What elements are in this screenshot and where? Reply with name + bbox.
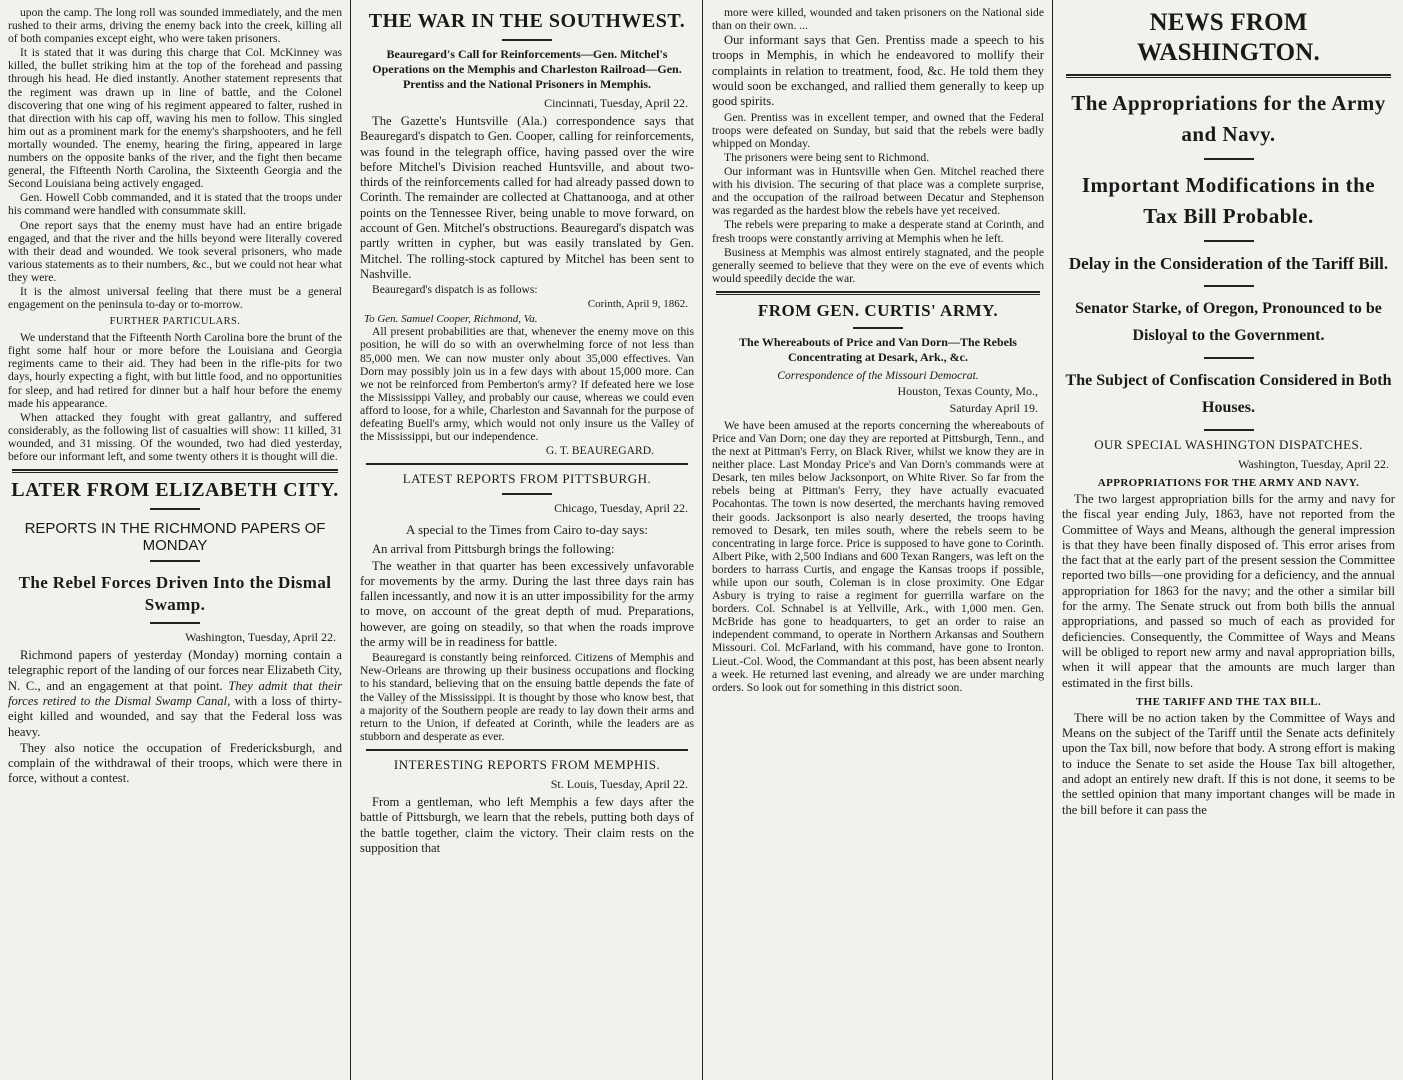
dateline: Houston, Texas County, Mo., (897, 383, 1038, 398)
headline-tariff-delay: Delay in the Consideration of the Tariff Bill. (1068, 254, 1389, 273)
dispatch-address: To Gen. Samuel Cooper, Richmond, Va. (364, 313, 538, 326)
article-paragraph: Business at Memphis was almost entirely stagnated, and the people generally seemed to believe that they were on the eve of events which would speedily decide the war. (712, 245, 1044, 285)
article-paragraph: Beauregard's dispatch is as follows: (372, 283, 538, 297)
dateline: St. Louis, Tuesday, April 22. (550, 776, 688, 791)
headline-news-from-washington: NEWS FROM WASHINGTON. (1136, 9, 1321, 66)
correspondence-line: Correspondence of the Missouri Democrat. (777, 368, 979, 382)
article-paragraph: All present probabilities are that, whenever the enemy move on this position, he will do so with an overwhelming force of not less than 85,000 men. We can now muster only about 35,000 effectives. Van Dorn may possibly join us in a few days with about 15,000 more. Can we not be reinforced from Pemberton's army? If defeated here we lose the Mississippi Valley, and probably our cause, whereas we could even afford to loose, for a while, Charleston and Savannah for the purpose of defeating Buell's army, which would not only insure us the Valley of the Mississippi, but our independence. (360, 325, 694, 444)
article-paragraph: The rebels were preparing to make a desperate stand at Corinth, and fresh troops were constantly arriving at Memphis when he left. (712, 218, 1044, 245)
subheading-tariff-tax-bill: THE TARIFF AND THE TAX BILL. (1135, 695, 1322, 708)
column-3 (704, 0, 1052, 1080)
special-line: A special to the Times from Cairo to-day says: (406, 522, 648, 538)
article-paragraph (8, 648, 342, 740)
article-paragraph: It is stated that it was during this charge that Col. McKinney was killed, the bullet striking him at the top of the forehead and passing through his head. He died instantly. Another statement represents that the regiment was drawn up in line of battle, and the Colonel discovering that one wing of his regiment appeared to falter, rushed in that direction with his cap off, waving his men to follow. This singled him out as a prominent mark for the enemy's sharpshooters, and he fell mortally wounded. The enemy, hearing the firing, appeared in large numbers on the opposite banks of the river, and the fight then became general, the Fifteenth North Carolina, the Sixteenth Georgia and the Second Louisiana being actively engaged. (8, 46, 342, 191)
divider (1204, 285, 1254, 287)
article-paragraph: upon the camp. The long roll was sounded immediately, and the men rushed to their arms, driving the enemy back into the creek, killing all of both companies except eight, who were taken prisoners. (8, 6, 342, 46)
subheadline-beauregard: Beauregard's Call for Reinforcements—Gen. Mitchel's Operations on the Memphis and Charleston Railroad—Gen. Prentiss and the National Prisoners in Memphis. (372, 47, 682, 91)
headline-senator-starke: Senator Starke, of Oregon, Pronounced to be Disloyal to the Government. (1075, 300, 1382, 344)
divider (150, 622, 200, 624)
article-paragraph: Gen. Howell Cobb commanded, and it is stated that the troops under his command were handled with consummate skill. (8, 191, 342, 218)
headline-special-dispatches: OUR SPECIAL WASHINGTON DISPATCHES. (1094, 437, 1363, 452)
divider (502, 39, 552, 41)
column-2 (352, 0, 702, 1080)
column-rule (702, 0, 703, 1080)
headline-war-in-southwest: THE WAR IN THE SOUTHWEST. (368, 10, 686, 32)
article-paragraph: There will be no action taken by the Committee of Ways and Means on the subject of the Tariff until the Senate acts definitely upon the Tax bill, now before that body. A strong effort is making to induce the Senate to set aside the House Tax bill altogether, and adopt an entirely new draft. If this is not done, it seems to be the settled opinion that many important changes will be made in the bill before it can pass the (1062, 710, 1395, 817)
section-divider (12, 469, 338, 473)
headline-tax-bill: Important Modifications in the Tax Bill Probable. (1081, 173, 1376, 228)
dateline: Chicago, Tuesday, April 22. (554, 501, 688, 516)
article-paragraph: They also notice the occupation of Fredericksburgh, and complain of the withdrawal of their troops, which were there in force, without a contest. (8, 740, 342, 786)
headline-interesting-reports: INTERESTING REPORTS FROM MEMPHIS. (393, 756, 661, 772)
article-paragraph: We understand that the Fifteenth North Carolina bore the brunt of the fight some half hour or more before the Louisiana and Georgia regiments came to their aid. They had been in the rifle-pits for two days, hourly expecting a fight, with but little food, and no opportunities for sleep, and had retired for dinner but a half hour before the enemy made his appearance. (8, 331, 342, 410)
article-paragraph: The weather in that quarter has been excessively unfavorable for movements by the army. During the last three days rain has fallen incessantly, and now it is an utter impossibility for the army to move, on account of the great depth of mud. Preparations, however, are going on steadily, so that when the roads improve the army will be in readiness for battle. (360, 558, 694, 649)
divider (1204, 429, 1254, 431)
dateline: Washington, Tuesday, April 22. (185, 630, 336, 645)
subheadline-price-van-dorn: The Whereabouts of Price and Van Dorn—The Rebels Concentrating at Desark, Ark., &c. (739, 334, 1017, 364)
section-divider (366, 463, 688, 465)
article-paragraph: The prisoners were being sent to Richmond. (724, 150, 930, 164)
headline-later-from-elizabeth-city: LATER FROM ELIZABETH CITY. (11, 479, 339, 502)
headline-confiscation: The Subject of Confiscation Considered in Both Houses. (1065, 372, 1392, 416)
headline-rebel-forces: The Rebel Forces Driven Into the Dismal Swamp. (18, 573, 332, 615)
dateline: Washington, Tuesday, April 22. (1238, 457, 1389, 471)
article-paragraph: We have been amused at the reports concerning the whereabouts of Price and Van Dorn; one day they are reported at Pittsburgh, Tenn., and the next at Pittman's Ferry, on Black River, whilst we know they are in neither place. Last Monday Price's and Van Dorn's commands were at Desark, ten miles below Jacksonport, on White River. So far from the rebels being at Pittman's Ferry, they have actually evacuated Pocahontas. The town is now deserted, the merchants having removed their goods. Jacksonport is also nearly deserted, the troops having removed to Desark, ten miles south, where the rebels seem to be concentrating in large force. Price is supposed to have gone to Corinth. Albert Pike, with 2,500 Indians and 600 Texan Rangers, was left on the borders to harrass Curtis, and engage the Kansas troops if possible, while upon our south, Coleman is in close proximity. One Edgar Asbury is trying to raise a regiment for guerrilla warfare on the borders. Col. Schnabel is at Yellville, Ark., with 1,000 men. Gen. McBride has gone to headquarters, to get an order to raise an independent command, to operate in Northern Arkansas and Southern Missouri. Col. McFarland, with his command, have gone to Ironton. Lieut.-Col. Wood, the Commandant at this post, has been absent nearly a week. He returned last evening, and already we are under marching orders. So look out for something in this district soon. (712, 418, 1044, 694)
divider (502, 493, 552, 495)
column-rule (350, 0, 351, 1080)
divider (1204, 240, 1254, 242)
headline-appropriations: The Appropriations for the Army and Navy. (1071, 91, 1386, 146)
divider (150, 560, 200, 562)
article-paragraph: Beauregard is constantly being reinforced. Citizens of Memphis and New-Orleans are throwing up their business occupations and flocking to his standard, believing that on the ensuing battle depends the fate of the Valley of the Mississippi. It is thought by those who know best, that a majority of the Southern people are ready to lay down their arms and return to the Union, if defeated at Corinth, while the leaders are as stubborn and desperate as ever. (360, 651, 694, 743)
article-paragraph: more were killed, wounded and taken prisoners on the National side than on their own. ... (712, 6, 1044, 33)
divider (1204, 158, 1254, 160)
article-paragraph: The two largest appropriation bills for the army and navy for the fiscal year ending July, 1863, have not reported from the Committee of Ways and Means, although the general impression is that they have been finally disposed of. This error arises from the fact that at the early part of the present session the Committee reported two bills—one providing for a deficiency, and the annual appropriation for 1863 for the navy; and the other a similar bill for the army. The Senate struck out from both bills the annual appropriations, and passed so much of each as provided for deficiencies. Consequently, the Committee of Ways and Means will be obliged to report new army and naval appropriation bills, when it will appear that the amounts are much larger than estimated in the first bills. (1062, 492, 1395, 690)
headline-gen-curtis-army: FROM GEN. CURTIS' ARMY. (757, 300, 999, 320)
headline-latest-reports: LATEST REPORTS FROM PITTSBURGH. (402, 471, 652, 487)
divider (1204, 357, 1254, 359)
article-paragraph: From a gentleman, who left Memphis a few days after the battle of Pittsburgh, we learn that the rebels, putting both days of the battle together, claim the victory. Their claim rests on the supposition that (360, 794, 694, 855)
article-paragraph: The Gazette's Huntsville (Ala.) correspondence says that Beauregard's dispatch to Gen. Cooper, calling for reinforcements, was found in the telegraph office, having passed over the wire before Mitchel's Division reached Huntsville, and about two-thirds of the reinforcements called for had already passed down to Corinth. The remainder are collected at Chattanooga, and at other points on the Tennessee River, being unable to move forward, on account of Gen. Mitchel's obstructions. Beauregard's dispatch was partly written in cypher, but was easily translated by Gen. Mitchel. The rolling-stock captured by Mitchel has been sent to Nashville. (360, 114, 694, 281)
article-paragraph: When attacked they fought with great gallantry, and suffered considerably, as the following list of casualties will show: 11 killed, 31 wounded, and 31 missing. Of the wounded, two had died yesterday, before our informant left, and some twenty others it is thought will die. (8, 410, 342, 463)
section-divider (366, 749, 688, 751)
article-paragraph: One report says that the enemy must have had an entire brigade engaged, and that the river and the hills beyond were literally covered with their dead and wounded. We took several prisoners, who made various statements as to their numbers, &c., but we could not hear what they were. (8, 218, 342, 284)
divider (853, 327, 903, 329)
dateline: Corinth, April 9, 1862. (587, 298, 688, 311)
signature: G. T. BEAUREGARD. (545, 444, 654, 458)
dateline: Cincinnati, Tuesday, April 22. (544, 96, 688, 110)
subheading-appropriations: APPROPRIATIONS FOR THE ARMY AND NAVY. (1097, 477, 1360, 489)
article-paragraph: Our informant was in Huntsville when Gen. Mitchel reached there with his division. The securing of that place was a complete surprise, and the occupation of the railroad between Decatur and Stephenson was regarded as the hardest blow the rebels have yet received. (712, 165, 1044, 218)
section-divider (1066, 74, 1391, 78)
text-run: Richmond papers of yesterday (Monday) morning contain a telegraphic report of the landing of our forces near Elizabeth City, N. C., and an engagement at that point. (8, 648, 342, 693)
column-4 (1054, 0, 1403, 1080)
dateline: Saturday April 19. (949, 400, 1038, 415)
headline-reports-richmond: REPORTS IN THE RICHMOND PAPERS OF MONDAY (24, 520, 326, 555)
article-paragraph: It is the almost universal feeling that there must be a general engagement on the peninsula to-day or to-morrow. (8, 284, 342, 312)
subheading-further-particulars: FURTHER PARTICULARS. (109, 316, 241, 328)
article-paragraph: Gen. Prentiss was in excellent temper, and owned that the Federal troops were defeated on Sunday, but said that the rebels were badly whipped on Monday. (712, 110, 1044, 150)
text-run: with a loss of thirty-eight killed and wounded, and say that the Federal loss was heavy. (8, 693, 342, 739)
column-rule (1052, 0, 1053, 1080)
article-paragraph: Our informant says that Gen. Prentiss made a speech to his troops in Memphis, in which he endeavored to mollify their complaints in relation to treatment, food, &c. He told them they would soon be exchanged, and rallied them generally to keep up good spirits. (712, 33, 1044, 109)
divider (150, 508, 200, 510)
article-paragraph: An arrival from Pittsburgh brings the following: (372, 542, 615, 557)
column-1 (0, 0, 350, 1080)
text-run-italic: They admit that their forces retired to the Dismal Swamp Canal, (8, 678, 342, 708)
section-divider (716, 291, 1040, 295)
